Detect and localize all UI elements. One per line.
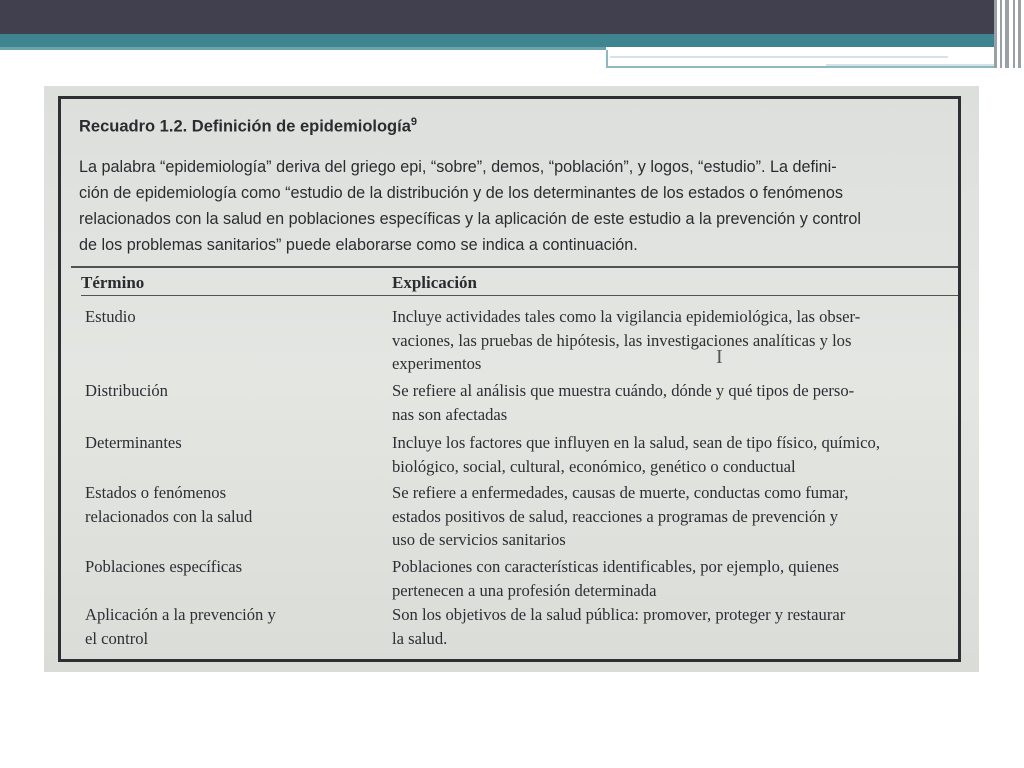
intro-paragraph — [79, 154, 964, 258]
explanation-line: vaciones, las pruebas de hipótesis, las investigaciones analíticas y los — [392, 330, 852, 350]
term-line: el control — [85, 628, 149, 648]
slide-header-bar — [0, 0, 994, 34]
explanation-line: Son los objetivos de la salud pública: promover, proteger y restaurar — [392, 605, 846, 624]
explanation-line: nas son afectadas — [392, 404, 508, 424]
explanation-cell — [392, 305, 967, 376]
term-cell — [85, 379, 365, 403]
explanation-line: Incluye actividades tales como la vigilancia epidemiológica, las obser- — [392, 307, 861, 326]
slide-accent-bar — [0, 34, 994, 47]
explanation-line: experimentos — [392, 354, 482, 373]
slide-accent-line — [0, 47, 606, 50]
title-footnote: 9 — [410, 116, 418, 128]
table-top-rule — [71, 266, 958, 268]
box-title: Recuadro 1.2. Definición de epidemiología$^9$ — [79, 116, 418, 136]
explanation-cell — [392, 555, 967, 602]
slide-accent-line-2 — [826, 64, 994, 66]
explanation-line: Se refiere a enfermedades, causas de muerte, conductas como fumar, — [392, 483, 849, 502]
term-cell — [85, 555, 365, 579]
slide-accent-line-1 — [610, 56, 948, 58]
explanation-line: uso de servicios sanitarios — [392, 530, 566, 549]
box-frame — [58, 96, 961, 662]
document-photo — [44, 86, 979, 672]
column-header-term: Término — [81, 273, 145, 292]
explanation-line: estados positivos de salud, reacciones a programas de prevención y — [392, 506, 839, 526]
explanation-cell — [392, 431, 967, 478]
explanation-line: la salud. — [392, 628, 448, 648]
term-line: Poblaciones específicas — [85, 557, 243, 576]
explanation-line: Poblaciones con características identificables, por ejemplo, quienes — [392, 557, 839, 576]
column-header-explanation: Explicación — [392, 273, 478, 292]
term-cell — [85, 305, 365, 329]
explanation-line: biológico, social, cultural, económico, genético o conductual — [392, 456, 796, 476]
term-line: Distribución — [85, 381, 168, 400]
explanation-cell — [392, 603, 967, 650]
explanation-line: Se refiere al análisis que muestra cuándo, dónde y qué tipos de perso- — [392, 381, 855, 400]
term-cell — [85, 481, 365, 528]
table-header-rule — [81, 295, 958, 296]
term-line: Estados o fenómenos — [85, 483, 227, 502]
intro-line: de los problemas sanitarios” puede elaborarse como se indica a continuación. — [79, 236, 638, 254]
intro-line: La palabra “epidemiología” deriva del griego epi, “sobre”, demos, “población”, y logos, “estudio”. La defini- — [79, 158, 837, 176]
explanation-cell — [392, 481, 967, 552]
term-line: Estudio — [85, 307, 136, 326]
term-cell — [85, 603, 365, 650]
term-line: relacionados con la salud — [85, 506, 253, 526]
explanation-cell — [392, 379, 967, 426]
intro-line: ción de epidemiología como “estudio de la distribución y de los determinantes de los estados o fenómenos — [79, 184, 843, 202]
text-cursor-icon: I — [716, 346, 723, 368]
term-line: Aplicación a la prevención y — [85, 605, 276, 624]
term-line: Determinantes — [85, 433, 182, 452]
slide-stripes — [994, 0, 1024, 68]
term-cell — [85, 431, 365, 455]
intro-line: relacionados con la salud en poblaciones específicas y la aplicación de este estudio a la prevención y control — [79, 210, 861, 228]
explanation-line: Incluye los factores que influyen en la salud, sean de tipo físico, químico, — [392, 433, 880, 452]
explanation-line: pertenecen a una profesión determinada — [392, 580, 657, 600]
